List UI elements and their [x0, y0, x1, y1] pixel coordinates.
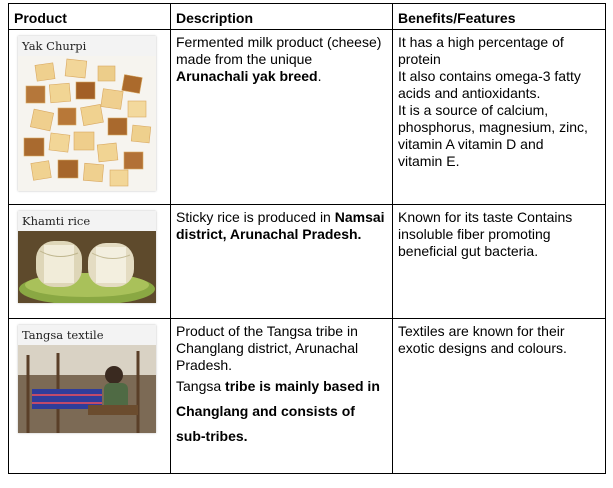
benefit-line: It also contains omega-3 fatty acids and antioxidants.: [398, 68, 581, 101]
benefits-cell: [393, 205, 606, 319]
benefit-line: Known for its taste Contains insoluble fiber promoting beneficial gut bacteria.: [398, 209, 573, 259]
table-row: [9, 205, 606, 319]
description-plain: Product of the Tangsa tribe in Changlang district, Arunachal Pradesh.: [176, 323, 359, 373]
header-description: Description: [171, 4, 393, 30]
product-image-caption: Tangsa textile: [22, 328, 104, 342]
benefits-text: [393, 319, 605, 357]
benefit-line: Textiles are known for their exotic designs and colours.: [398, 323, 567, 356]
yak-churpi-image: [18, 56, 156, 191]
tangsa-textile-image: [18, 345, 156, 433]
benefits-cell: [393, 319, 606, 474]
description-plain: .: [317, 68, 322, 84]
table-row: [9, 30, 606, 205]
description-bold: Namsai district, Arunachal Pradesh.: [176, 209, 385, 242]
description-plain: Fermented milk product (cheese) made from the unique: [176, 34, 382, 67]
product-image-card: [18, 211, 156, 303]
benefits-text: [393, 30, 605, 170]
benefit-line: It is a source of calcium, phosphorus, magnesium, zinc, vitamin A vitamin D and: [398, 102, 588, 152]
description-cell: [171, 205, 393, 319]
benefits-text: [393, 205, 605, 260]
khamti-rice-image: [18, 231, 156, 303]
description-text: [171, 30, 392, 85]
header-product: Product: [9, 4, 171, 30]
product-cell: [9, 319, 171, 474]
description-text: [171, 319, 392, 449]
benefit-line: It has a high percentage of protein: [398, 34, 564, 67]
table-row: [9, 319, 606, 474]
benefit-line: vitamin E.: [398, 153, 460, 169]
product-image-card: [18, 36, 156, 191]
product-cell: [9, 205, 171, 319]
product-image-caption: Yak Churpi: [22, 39, 87, 53]
description-second-paragraph: [176, 374, 388, 449]
product-image-caption: Khamti rice: [22, 214, 91, 228]
product-image-card: [18, 325, 156, 433]
description-plain: Sticky rice is produced in: [176, 209, 335, 225]
description-bold: tribe is mainly based in Changlang and consists of sub-tribes.: [176, 378, 380, 444]
benefits-cell: [393, 30, 606, 205]
description-text: [171, 205, 392, 243]
header-benefits: Benefits/Features: [393, 4, 606, 30]
product-cell: [9, 30, 171, 205]
header-row: [9, 4, 606, 30]
description-bold: Arunachali yak breed: [176, 68, 318, 84]
description-cell: [171, 319, 393, 474]
products-table: [8, 3, 606, 474]
description-cell: [171, 30, 393, 205]
description-plain: Tangsa: [176, 378, 226, 394]
